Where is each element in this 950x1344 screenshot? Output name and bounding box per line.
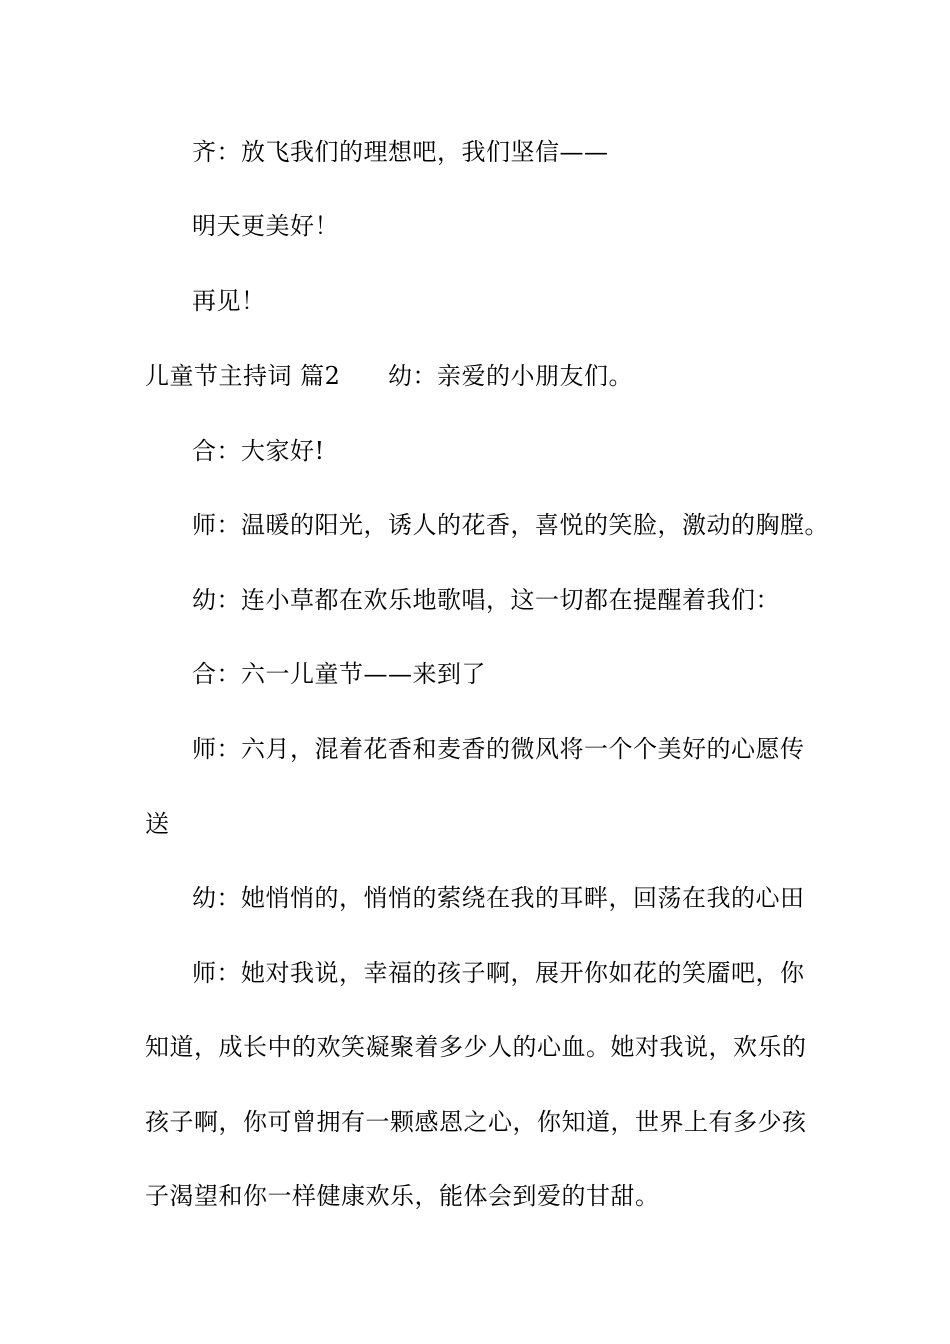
paragraph-line: 知道，成长中的欢笑凝聚着多少人的心血。她对我说，欢乐的: [145, 1033, 807, 1061]
paragraph-line: 师：六月，混着花香和麦香的微风将一个个美好的心愿传: [192, 735, 805, 763]
paragraph-line: 子渴望和你一样健康欢乐，能体会到爱的甘甜。: [145, 1182, 660, 1210]
paragraph-line: 幼：她悄悄的，悄悄的萦绕在我的耳畔，回荡在我的心田: [192, 884, 805, 912]
paragraph-line: 明天更美好！: [192, 212, 339, 240]
paragraph-line: 合：大家好!: [192, 437, 325, 465]
paragraph-line: 幼：连小草都在欢乐地歌唱，这一切都在提醒着我们：: [192, 586, 780, 614]
paragraph-line: 再见！: [192, 287, 266, 315]
paragraph-line: 幼：亲爱的小朋友们。: [388, 362, 633, 390]
paragraph-line: 合：六一儿童节——来到了: [192, 660, 486, 688]
paragraph-line: 齐：放飞我们的理想吧，我们坚信——: [192, 138, 609, 166]
paragraph-line: 孩子啊，你可曾拥有一颗感恩之心，你知道，世界上有多少孩: [145, 1108, 807, 1136]
section-heading: 儿童节主持词 篇2: [145, 362, 341, 390]
section-heading-line: [145, 360, 825, 392]
paragraph-line: 送: [145, 810, 170, 838]
paragraph-line: 师：温暖的阳光，诱人的花香，喜悦的笑脸，激动的胸膛。: [192, 511, 829, 539]
paragraph-line: 师：她对我说，幸福的孩子啊，展开你如花的笑靥吧，你: [192, 959, 805, 987]
